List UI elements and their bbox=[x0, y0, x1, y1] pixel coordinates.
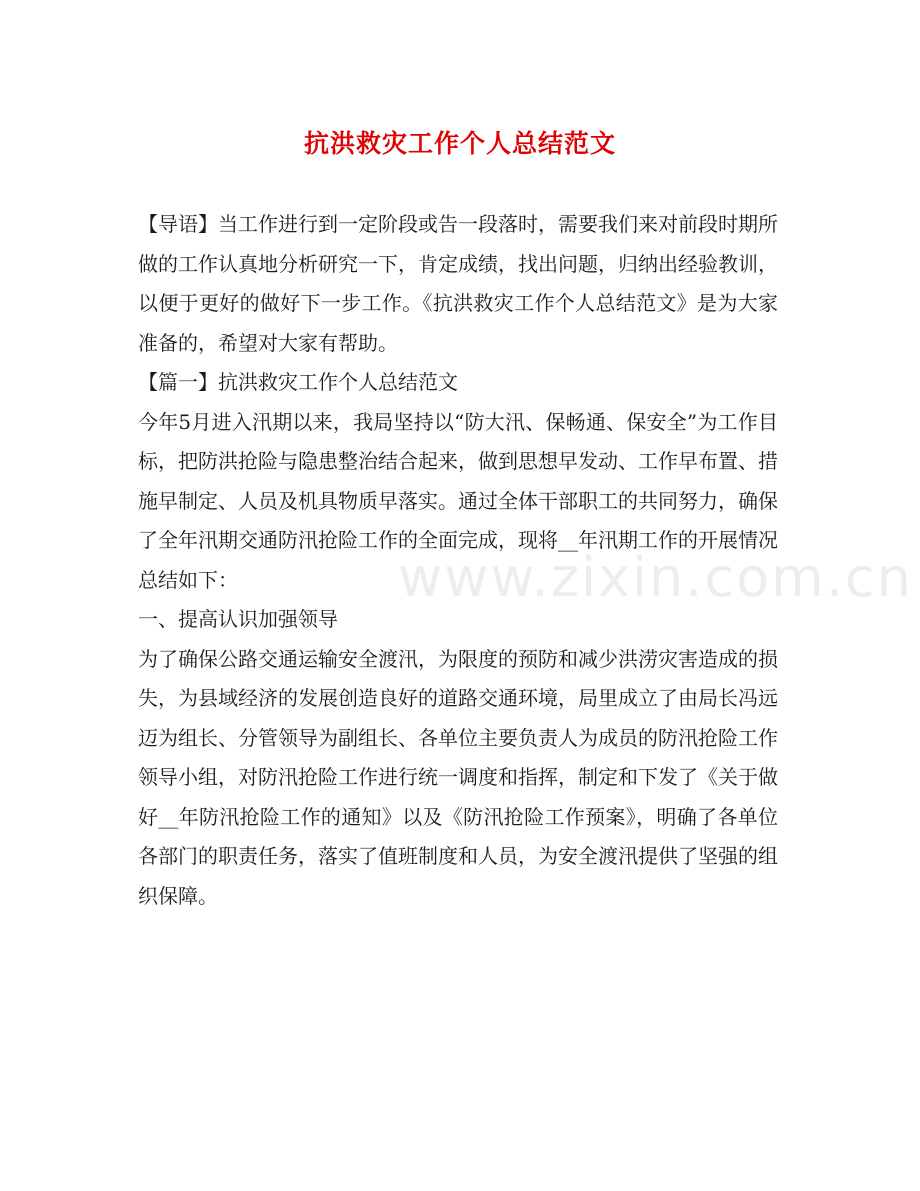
body-paragraph: 今年5月进入汛期以来，我局坚持以“防大汛、保畅通、保安全”为工作目标，把防洪抢险与隐患整治结合起来，做到思想早发动、工作早布置、措施早制定、人员及机具物质早落实。通过全体干部职工的共同努力，确保了全年汛期交通防汛抢险工作的全面完成，现将__年汛期工作的开展情况总结如下： bbox=[138, 409, 778, 592]
intro-paragraph: 【导语】当工作进行到一定阶段或告一段落时，需要我们来对前段时期所做的工作认真地分析研究一下，肯定成绩，找出问题，归纳出经验教训，以便于更好的做好下一步工作。《抗洪救灾工作个人总结范文》是为大家准备的，希望对大家有帮助。 bbox=[138, 212, 778, 355]
document-body bbox=[138, 205, 778, 916]
body-paragraph: 为了确保公路交通运输安全渡汛，为限度的预防和减少洪涝灾害造成的损失，为县域经济的发展创造良好的道路交通环境，局里成立了由局长冯远迈为组长、分管领导为副组长、各单位主要负责人为成员的防汛抢险工作领导小组，对防汛抢险工作进行统一调度和指挥，制定和下发了《关于做好__年防汛抢险工作的通知》以及《防汛抢险工作预案》，明确了各单位各部门的职责任务，落实了值班制度和人员，为安全渡汛提供了坚强的组织保障。 bbox=[138, 646, 778, 908]
subsection-heading: 一、提高认识加强领导 bbox=[138, 607, 338, 631]
section-heading-part-one: 【篇一】抗洪救灾工作个人总结范文 bbox=[138, 370, 458, 394]
document-title: 抗洪救灾工作个人总结范文 bbox=[303, 129, 616, 158]
watermark: www.zixin.com.cn bbox=[398, 546, 913, 609]
